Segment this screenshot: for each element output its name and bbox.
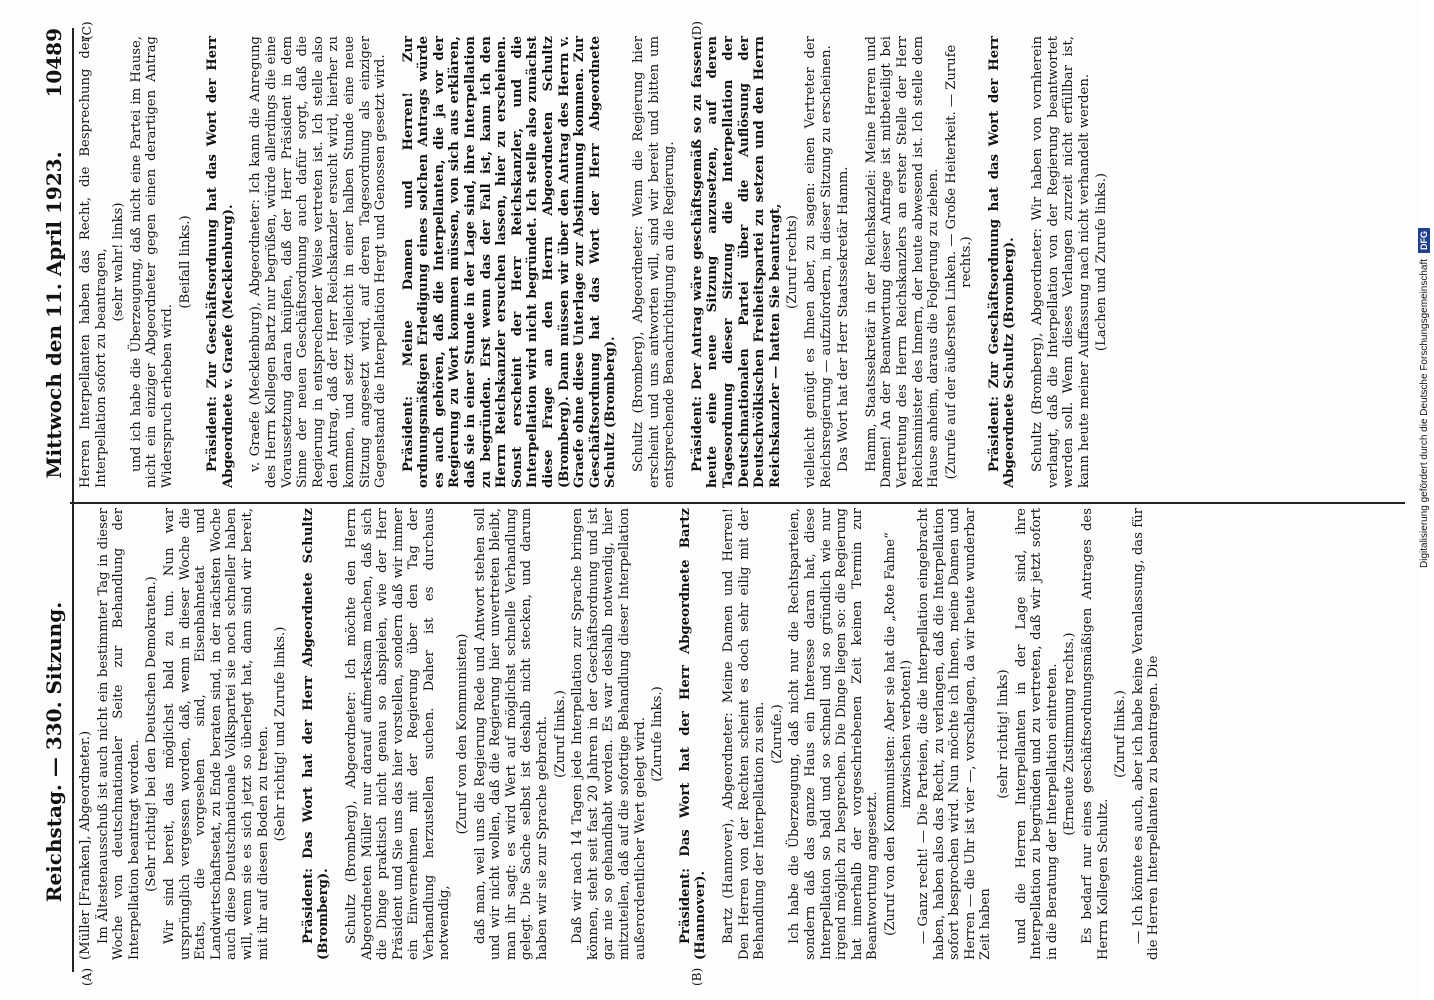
margin-mark-a: (A) [80,967,94,986]
speaker-tag: (Müller [Franken], Abgeordneter.) [78,730,93,960]
header-date: Mittwoch den 11. April 1923. [42,151,66,479]
dfg-logo: DFG [1418,228,1430,253]
speech-paragraph: — Ganz recht! — Die Parteien, die die Interpellation eingebracht haben, haben also das Recht, zu verlangen, daß die Interpellation sofort besprochen wird. Nun möchte ich Ihnen, meine Damen und Herren — die Uhr ist vier —, vorschlagen, da wir heute wunderbar Zeit haben [916,508,994,960]
page-number: 10489 [42,28,66,98]
speech-paragraph: — Ich könnte es auch, aber ich habe keine Veranlassung, das für die Herren Interpellanten zu beantragen. Die [1130,508,1162,960]
president-statement: Präsident: Zur Geschäftsordnung hat das Wort der Herr Abgeordnete v. Graefe (Mecklenburg). [205,36,236,488]
president-statement: Präsident: Meine Damen und Herren! Zur ordnungsmäßigen Erledigung eines solchen Antrags würde es auch gehören, daß die Interpellanten, die ja vor der Regierung zu Wort kommen müssen, von sich aus erklären, daß sie in einer Stunde in der Lage sind, ihre Interpellation zu begründen. Erst wenn das der Fall ist, kann ich den Herrn Reichskanzler ersuchen lassen, hier zu erscheinen. Sonst erscheint der Herr Reichskanzler, und die Interpellation wird nicht begründet. Ich stelle also zunächst diese Frage an den Herrn Abgeordneten Schultz (Bromberg). Dann müssen wir über den Antrag des Herrn v. Graefe ohne diese Unterlage zur Abstimmung kommen. Zur Geschäftsordnung hat das Wort der Herr Abgeordnete Schultz (Bromberg). [400,36,619,488]
speech-paragraph: v. Graefe (Mecklenburg), Abgeordneter: Ich kann die Anregung des Herrn Kollegen Bartz nur begrüßen, würde allerdings die eine Voraussetzung daran knüpfen, daß der Herr Präsident in dem Sinne der neuen Geschäftsordnung auch dafür sorgt, daß die Regierung in entsprechender Weise vertreten ist. Ich stelle also den Antrag, daß der Herr Reichskanzler ersucht wird, hierher zu kommen, und setzt vielleicht in einer halben Stunde eine neue Sitzung angesetzt wird, auf deren Tagesordnung als einziger Gegenstand die Interpellation Hergt und Genossen gesetzt wird. [248,36,389,488]
president-statement: Das Wort hat der Herr Staatssekretär Hamm. [836,166,852,472]
interjection: (Zuruf rechts) [785,215,801,309]
interjection: (Beifall links.) [177,215,193,309]
president-statement: Präsident: Das Wort hat der Herr Abgeordnete Bartz (Hannover). [677,508,709,960]
interjection: (Zuruf links.) [552,690,568,778]
president-statement: Präsident: Zur Geschäftsordnung hat das Wort der Herr Abgeordnete Schultz (Bromberg). [986,36,1018,488]
speech-paragraph: Daß wir nach 14 Tagen jede Interpellation zur Sprache bringen können, steht seit fast 20 Jahren in der Geschäftsordnung und ist gar nie so gehandhabt worden. Es war deshalb notwendig, hier mitzuteilen, daß auf die sofortige Behandlung dieser Interpellation außerordentlicher Wert gelegt wird. [570,508,648,960]
dfg-credit-strip [1416,8,1432,568]
president-statement: vielleicht genügt es Ihnen aber, zu sagen: einen Vertreter der Reichsregierung — aufzufordern, in dieser Sitzung zu erscheinen. [802,36,834,488]
interjection: (Zurufe auf der äußersten Linken. — Große Heiterkeit. — Zurufe rechts.) [943,44,975,480]
interjection: (Lachen und Zurufe links.) [1094,172,1110,352]
speech-paragraph: und ich habe die Überzeugung, daß nicht eine Partei im Hause, nicht ein einziger Abgeordneter gegen einen derartigen Antrag Widerspruch erheben wird. [128,36,175,488]
speech-paragraph: Schultz (Bromberg), Abgeordneter: Ich möchte den Herrn Abgeordneten Müller nur darauf aufmerksam machen, daß sich die Dinge praktisch nicht genau so abspielen, wie der Herr Präsident und Sie uns das hier vorstellen, sondern daß wir immer ein Einvernehmen mit der Regierung über den Tag der Verhandlung herzustellen suchen. Daher ist es durchaus notwendig, [343,508,453,960]
interjection: (Erneute Zustimmung rechts.) [1062,632,1078,836]
paragraph: Wir sind bereit, das möglichst bald zu tun. Nun war ursprünglich vergessen worden, daß, wenn in dieser Woche die Etats, die vorgesehen sind, Eisenbahnetat und Landwirtschaftsetat, zu Ende beraten sind, in der nächsten Woche auch diese Deutschnationale Volkspartei sie noch schneller haben will, wenn sie es sich jetzt so überlegt hat, dann sind wir bereit, mit ihr auf diesen Boden zu treten. [161,508,271,960]
margin-mark-b: (B) [690,967,704,986]
speech-paragraph: Herren Interpellanten haben das Recht, die Besprechung der Interpellation sofort zu beantragen, [78,36,109,488]
margin-mark-d: (D) [690,21,704,40]
interjection: (Zuruf links.) [1113,690,1129,778]
speech-paragraph: und die Herren Interpellanten in der Lage sind, ihre Interpellation zu begründen und zu vertreten, daß wir jetzt sofort in die Beratung der Interpellation eintreten. [1013,508,1060,960]
interjection: (Zuruf von den Kommunisten) [455,633,471,835]
left-column [78,508,1164,960]
interjection: (sehr richtig! links) [996,669,1012,799]
margin-mark-c: (C) [80,21,94,40]
speech-paragraph: Hamm, Staatssekretär in der Reichskanzlei: Meine Herren und Damen! An der Beantwortung dieser Anfrage ist mitbeteiligt bei Vertretung des Herrn Reichskanzlers an erster Stelle der Herr Reichsminister des Innern, der heute abwesend ist. Ich stelle dem Hause anheim, daraus die Folgerung zu ziehen. [863,36,942,488]
right-column [78,36,1112,488]
column-divider [70,502,1405,504]
paragraph: Im Ältestenausschuß ist auch nicht ein bestimmter Tag in dieser Woche von deutschnationaler Seite zur Behandlung der Interpellation beantragt worden. [95,508,142,960]
page-header [22,28,74,972]
interjection: (sehr wahr! links) [111,202,127,322]
speech-paragraph: Schultz (Bromberg), Abgeordneter: Wenn die Regierung hier erscheint und uns antworten will, sind wir bereit und bitten um entsprechende Benachrichtigung an die Regierung. [631,36,678,488]
interjection: (Zurufe.) [769,704,785,764]
interjection: (Zuruf von den Kommunisten: Aber sie hat die „Rote Fahne“ inzwischen verboten!) [882,532,914,936]
speech-paragraph: Ich habe die Überzeugung, daß nicht nur die Rechtsparteien, sondern daß das ganze Haus ein Interesse daran hat, diese Interpellation so bald und so schnell und so gründlich wie nur irgend möglich zu besprechen. Die Dinge liegen so: die Regierung hat innerhalb der vorgeschriebenen Zeit keinen Termin zur Beantwortung angesetzt. [787,508,881,960]
header-left: Reichstag. — 330. Sitzung. [42,601,66,903]
president-statement: Präsident: Der Antrag wäre geschäftsgemäß so zu fassen: heute eine neue Sitzung anzusetzen, auf deren Tagesordnung dieser Sitzung die Interpellation der Deutschnationalen Partei über die Auflösung der Deutschvölkischen Freiheitspartei zu setzen und den Herrn Reichskanzler — hatten Sie beantragt, [689,36,783,488]
president-statement: Präsident: Das Wort hat der Herr Abgeordnete Schultz (Bromberg). [300,508,332,960]
speech-paragraph: daß man, weil uns die Regierung Rede und Antwort stehen soll und wir nicht wollen, daß die Regierung hier unvertreten bleibt, man ihr sagt: es wird Wert auf möglichst schnelle Verhandlung gelegt. Die Sache selbst ist deshalb nicht stecken, und darum haben wir sie zur Sprache gebracht. [472,508,551,960]
interjection: (Sehr richtig! und Zurufe links.) [273,626,289,842]
dfg-credit-text: Digitalisierung gefördert durch die Deutsche Forschungsgemeinschaft [1418,258,1430,568]
interjection: (Sehr richtig! bei den Deutschen Demokraten.) [144,576,160,892]
speech-paragraph: Bartz (Hannover), Abgeordneter: Meine Damen und Herren! Den Herren von der Rechten scheint es doch sehr eilig mit der Behandlung der Interpellation zu sein. [720,508,768,960]
interjection: (Zurufe links.) [650,686,666,782]
speech-paragraph: Es bedarf nur eines geschäftsordnungsmäßigen Antrages des Herrn Kollegen Schultz. [1080,508,1111,960]
speech-paragraph: Schultz (Bromberg), Abgeordneter: Wir haben von vornherein verlangt, daß die Interpellation von der Regierung beantwortet werden soll. Wenn dieses Verlangen zurzeit nicht erfüllbar ist, kann heute meiner Auffassung nach nicht verhandelt werden. [1030,36,1092,488]
